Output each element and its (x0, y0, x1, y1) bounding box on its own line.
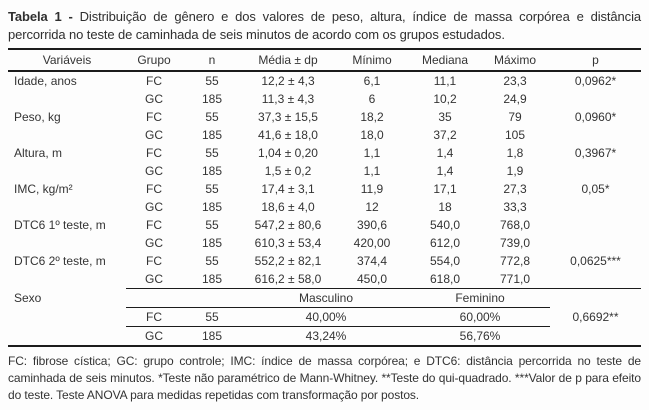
sexo-row-fc (8, 308, 641, 327)
cell-feminino-pct: 60,00% (410, 308, 550, 327)
sexo-row-gc (8, 327, 641, 347)
col-header-maximo: Máximo (480, 49, 550, 71)
cell-masculino-pct: 40,00% (242, 308, 410, 327)
sexo-label: Sexo (14, 291, 42, 306)
cell-maximo: 739,0 (499, 236, 531, 251)
cell-media-dp: 552,2 ± 82,1 (254, 254, 322, 269)
cell-mediana: 1,4 (436, 164, 454, 179)
cell-minimo: 1,1 (363, 164, 381, 179)
cell-grupo: GC (145, 164, 163, 179)
cell-grupo: FC (146, 74, 162, 89)
table-row (8, 252, 641, 270)
cell-feminino-pct: 56,76% (459, 329, 501, 344)
cell-mediana: 10,2 (433, 92, 457, 107)
cell-mediana: 35 (438, 110, 452, 125)
cell-minimo: 18,2 (360, 110, 384, 125)
cell-media-dp: 18,6 ± 4,0 (261, 200, 315, 215)
sexo-masculino-header: Masculino (242, 289, 410, 308)
cell-variavel: DTC6 1º teste, m (14, 218, 106, 233)
cell-media-dp: 1,04 ± 0,20 (258, 146, 318, 161)
table-row (8, 90, 641, 108)
cell-mediana: 18 (438, 200, 452, 215)
cell-minimo: 12 (365, 200, 379, 215)
cell-minimo: 390,6 (356, 218, 388, 233)
cell-grupo: FC (146, 182, 162, 197)
cell-variavel (8, 234, 126, 252)
cell-grupo: FC (146, 254, 162, 269)
col-header-minimo: Mínimo (334, 49, 410, 71)
cell-media-dp: 12,2 ± 4,3 (261, 74, 315, 89)
cell-p (550, 162, 641, 180)
cell-maximo: 105 (504, 128, 526, 143)
cell-media-dp: 547,2 ± 80,6 (254, 218, 322, 233)
table-row (8, 234, 641, 252)
cell-variavel (8, 162, 126, 180)
cell-n: 55 (205, 182, 219, 197)
cell-variavel (8, 308, 126, 327)
col-header-variaveis: Variáveis (8, 49, 126, 71)
stats-table (8, 48, 641, 347)
table-caption-text: Distribuição de gênero e dos valores de peso, altura, índice de massa corpórea e distância percorrida no teste de caminhada de seis minutos de acordo com os grupos estudados. (8, 9, 641, 43)
cell-mediana: 554,0 (429, 254, 461, 269)
cell-variavel: Peso, kg (14, 110, 61, 125)
cell-p (550, 216, 641, 234)
col-header-mediana: Mediana (410, 49, 480, 71)
cell-p (550, 270, 641, 289)
table-row (8, 126, 641, 144)
cell-maximo: 23,3 (503, 74, 527, 89)
cell-n: 185 (201, 128, 223, 143)
cell-n: 185 (201, 329, 223, 344)
cell-variavel: Altura, m (14, 146, 63, 161)
table-row (8, 144, 641, 162)
cell-variavel (8, 198, 126, 216)
cell-n: 185 (201, 200, 223, 215)
cell-media-dp: 37,3 ± 15,5 (258, 110, 318, 125)
cell-n: 185 (201, 92, 223, 107)
table-row (8, 198, 641, 216)
cell-p: 0,0625*** (570, 254, 621, 269)
cell-variavel: Idade, anos (14, 74, 77, 89)
cell-maximo: 27,3 (503, 182, 527, 197)
cell-maximo: 1,8 (506, 146, 524, 161)
sexo-header-row (8, 289, 641, 308)
cell-mediana: 540,0 (429, 218, 461, 233)
table-header (8, 49, 641, 71)
cell-maximo: 1,9 (506, 164, 524, 179)
cell-maximo: 771,0 (499, 272, 531, 287)
cell-mediana: 17,1 (433, 182, 457, 197)
cell-grupo: FC (126, 308, 182, 327)
cell-minimo: 1,1 (363, 146, 381, 161)
cell-media-dp: 17,4 ± 3,1 (261, 182, 315, 197)
cell-variavel: IMC, kg/m² (14, 182, 73, 197)
table-row (8, 180, 641, 198)
cell-maximo: 772,8 (499, 254, 531, 269)
cell-minimo: 374,4 (356, 254, 388, 269)
cell-mediana: 612,0 (429, 236, 461, 251)
cell-media-dp: 11,3 ± 4,3 (261, 92, 315, 107)
cell-mediana: 37,2 (433, 128, 457, 143)
table-row (8, 216, 641, 234)
col-header-grupo: Grupo (126, 49, 182, 71)
cell-n: 55 (205, 110, 219, 125)
col-header-n: n (182, 49, 242, 71)
cell-minimo: 6 (368, 92, 376, 107)
cell-n: 55 (205, 218, 219, 233)
cell-maximo: 79 (508, 110, 522, 125)
cell-minimo: 450,0 (356, 272, 388, 287)
cell-grupo: GC (145, 272, 163, 287)
table-row (8, 162, 641, 180)
cell-minimo: 6,1 (363, 74, 381, 89)
cell-grupo: FC (146, 146, 162, 161)
cell-media-dp: 41,6 ± 18,0 (258, 128, 318, 143)
cell-mediana: 1,4 (436, 146, 454, 161)
header-row (8, 49, 641, 71)
cell-p (550, 198, 641, 216)
cell-media-dp: 616,2 ± 58,0 (254, 272, 322, 287)
cell-variavel (8, 90, 126, 108)
cell-n: 55 (205, 74, 219, 89)
cell-variavel: DTC6 2º teste, m (14, 254, 106, 269)
cell-grupo: GC (145, 200, 163, 215)
cell-variavel (8, 126, 126, 144)
cell-p: 0,0960* (574, 110, 617, 125)
cell-p (550, 126, 641, 144)
cell-mediana: 11,1 (433, 74, 457, 89)
cell-minimo: 11,9 (360, 182, 384, 197)
sexo-section (8, 289, 641, 347)
table-row (8, 270, 641, 289)
table-body (8, 71, 641, 289)
cell-minimo: 18,0 (360, 128, 384, 143)
cell-masculino-pct: 43,24% (305, 329, 347, 344)
cell-maximo: 24,9 (503, 92, 527, 107)
table-row (8, 71, 641, 90)
sexo-feminino-header: Feminino (410, 289, 550, 308)
cell-grupo: GC (145, 92, 163, 107)
cell-maximo: 33,3 (503, 200, 527, 215)
table-footnote: FC: fibrose cística; GC: grupo controle; IMC: índice de massa corpórea; e DTC6: distância percorrida no teste de caminhada de seis minutos. *Teste não paramétrico de Mann-Whitney. **Teste do qui-quadrado. ***Valor de p para efeito do teste. Teste ANOVA para medidas repetidas com transformação por postos. (8, 354, 641, 403)
table-caption (8, 8, 641, 44)
table-caption-label: Tabela 1 - (8, 9, 73, 24)
cell-p: 0,0962* (574, 74, 617, 89)
cell-p: 0,3967* (574, 146, 617, 161)
cell-n: 185 (201, 164, 223, 179)
col-header-p: p (550, 49, 641, 71)
sexo-spacer (126, 289, 242, 308)
cell-p (550, 90, 641, 108)
sexo-p-spacer (550, 289, 641, 308)
cell-grupo: FC (146, 110, 162, 125)
cell-media-dp: 610,3 ± 53,4 (254, 236, 322, 251)
cell-grupo: GC (145, 128, 163, 143)
cell-n: 185 (201, 272, 223, 287)
cell-variavel (8, 327, 126, 347)
cell-grupo: GC (145, 329, 163, 344)
cell-minimo: 420,00 (353, 236, 391, 251)
table-row (8, 108, 641, 126)
cell-p (550, 234, 641, 252)
cell-n: 55 (205, 146, 219, 161)
cell-mediana: 618,0 (429, 272, 461, 287)
cell-grupo: GC (145, 236, 163, 251)
cell-p (550, 327, 641, 347)
cell-p: 0,05* (581, 182, 610, 197)
cell-maximo: 768,0 (499, 218, 531, 233)
col-header-media-dp: Média ± dp (242, 49, 334, 71)
cell-variavel (8, 270, 126, 289)
cell-media-dp: 1,5 ± 0,2 (264, 164, 312, 179)
cell-grupo: FC (146, 218, 162, 233)
cell-n: 55 (182, 308, 242, 327)
cell-p: 0,6692** (572, 310, 619, 325)
cell-n: 185 (201, 236, 223, 251)
cell-n: 55 (205, 254, 219, 269)
